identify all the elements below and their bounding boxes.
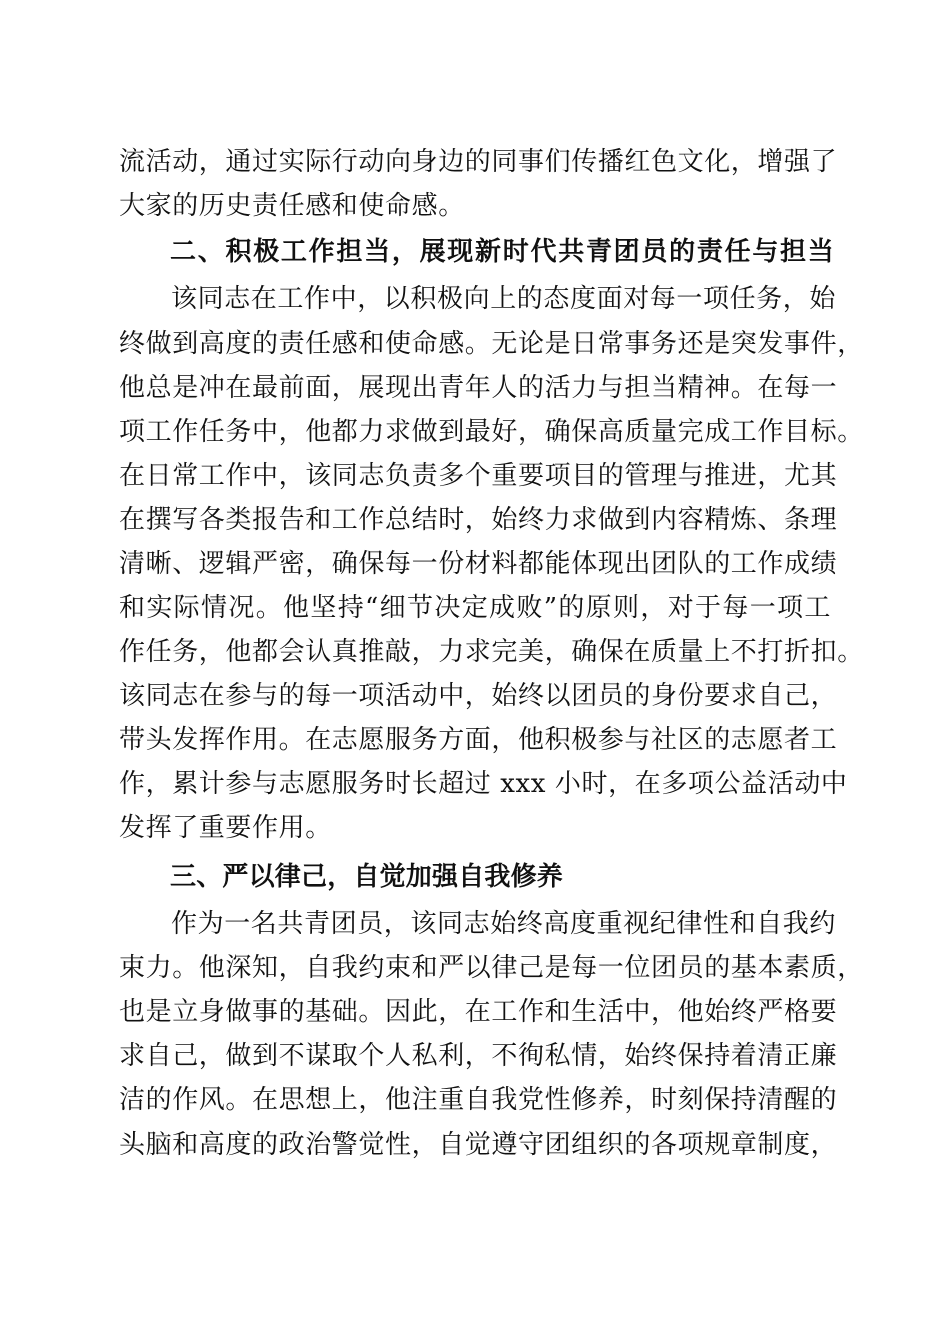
paragraph-line: 头脑和高度的政治警觉性，自觉遵守团组织的各项规章制度， xyxy=(119,1130,838,1160)
paragraph-line: 在撰写各类报告和工作总结时，始终力求做到内容精炼、条理 xyxy=(119,505,838,535)
paragraph-line: 该同志在参与的每一项活动中，始终以团员的身份要求自己， xyxy=(119,681,838,711)
paragraph-line: 流活动，通过实际行动向身边的同事们传播红色文化，增强了 xyxy=(119,147,838,177)
section-heading-2: 二、积极工作担当，展现新时代共青团员的责任与担当 xyxy=(170,237,834,267)
paragraph-line: 发挥了重要作用。 xyxy=(119,813,332,843)
paragraph-line: 作为一名共青团员，该同志始终高度重视纪律性和自我约 xyxy=(171,909,837,939)
paragraph-line: 他总是冲在最前面，展现出青年人的活力与担当精神。在每一 xyxy=(119,373,838,403)
section-heading-3: 三、严以律己，自觉加强自我修养 xyxy=(170,862,564,892)
paragraph-line: 洁的作风。在思想上，他注重自我党性修养，时刻保持清醒的 xyxy=(119,1085,838,1115)
paragraph-line: 求自己，做到不谋取个人私利，不徇私情，始终保持着清正廉 xyxy=(119,1041,838,1071)
paragraph-line: 作任务，他都会认真推敲，力求完美，确保在质量上不打折扣。 xyxy=(119,637,864,667)
paragraph-line: 和实际情况。他坚持“细节决定成败”的原则，对于每一项工 xyxy=(119,593,831,623)
paragraph-line: 作，累计参与志愿服务时长超过 xxx 小时，在多项公益活动中 xyxy=(119,769,848,799)
paragraph-line: 大家的历史责任感和使命感。 xyxy=(119,191,465,221)
paragraph-line: 在日常工作中，该同志负责多个重要项目的管理与推进，尤其 xyxy=(119,461,838,491)
paragraph-line: 该同志在工作中，以积极向上的态度面对每一项任务，始 xyxy=(171,284,837,314)
paragraph-line: 带头发挥作用。在志愿服务方面，他积极参与社区的志愿者工 xyxy=(119,725,838,755)
paragraph-line: 也是立身做事的基础。因此，在工作和生活中，他始终严格要 xyxy=(119,997,838,1027)
paragraph-line: 束力。他深知，自我约束和严以律己是每一位团员的基本素质， xyxy=(119,953,864,983)
paragraph-line: 清晰、逻辑严密，确保每一份材料都能体现出团队的工作成绩 xyxy=(119,549,838,579)
paragraph-line: 终做到高度的责任感和使命感。无论是日常事务还是突发事件， xyxy=(119,329,864,359)
paragraph-line: 项工作任务中，他都力求做到最好，确保高质量完成工作目标。 xyxy=(119,417,864,447)
